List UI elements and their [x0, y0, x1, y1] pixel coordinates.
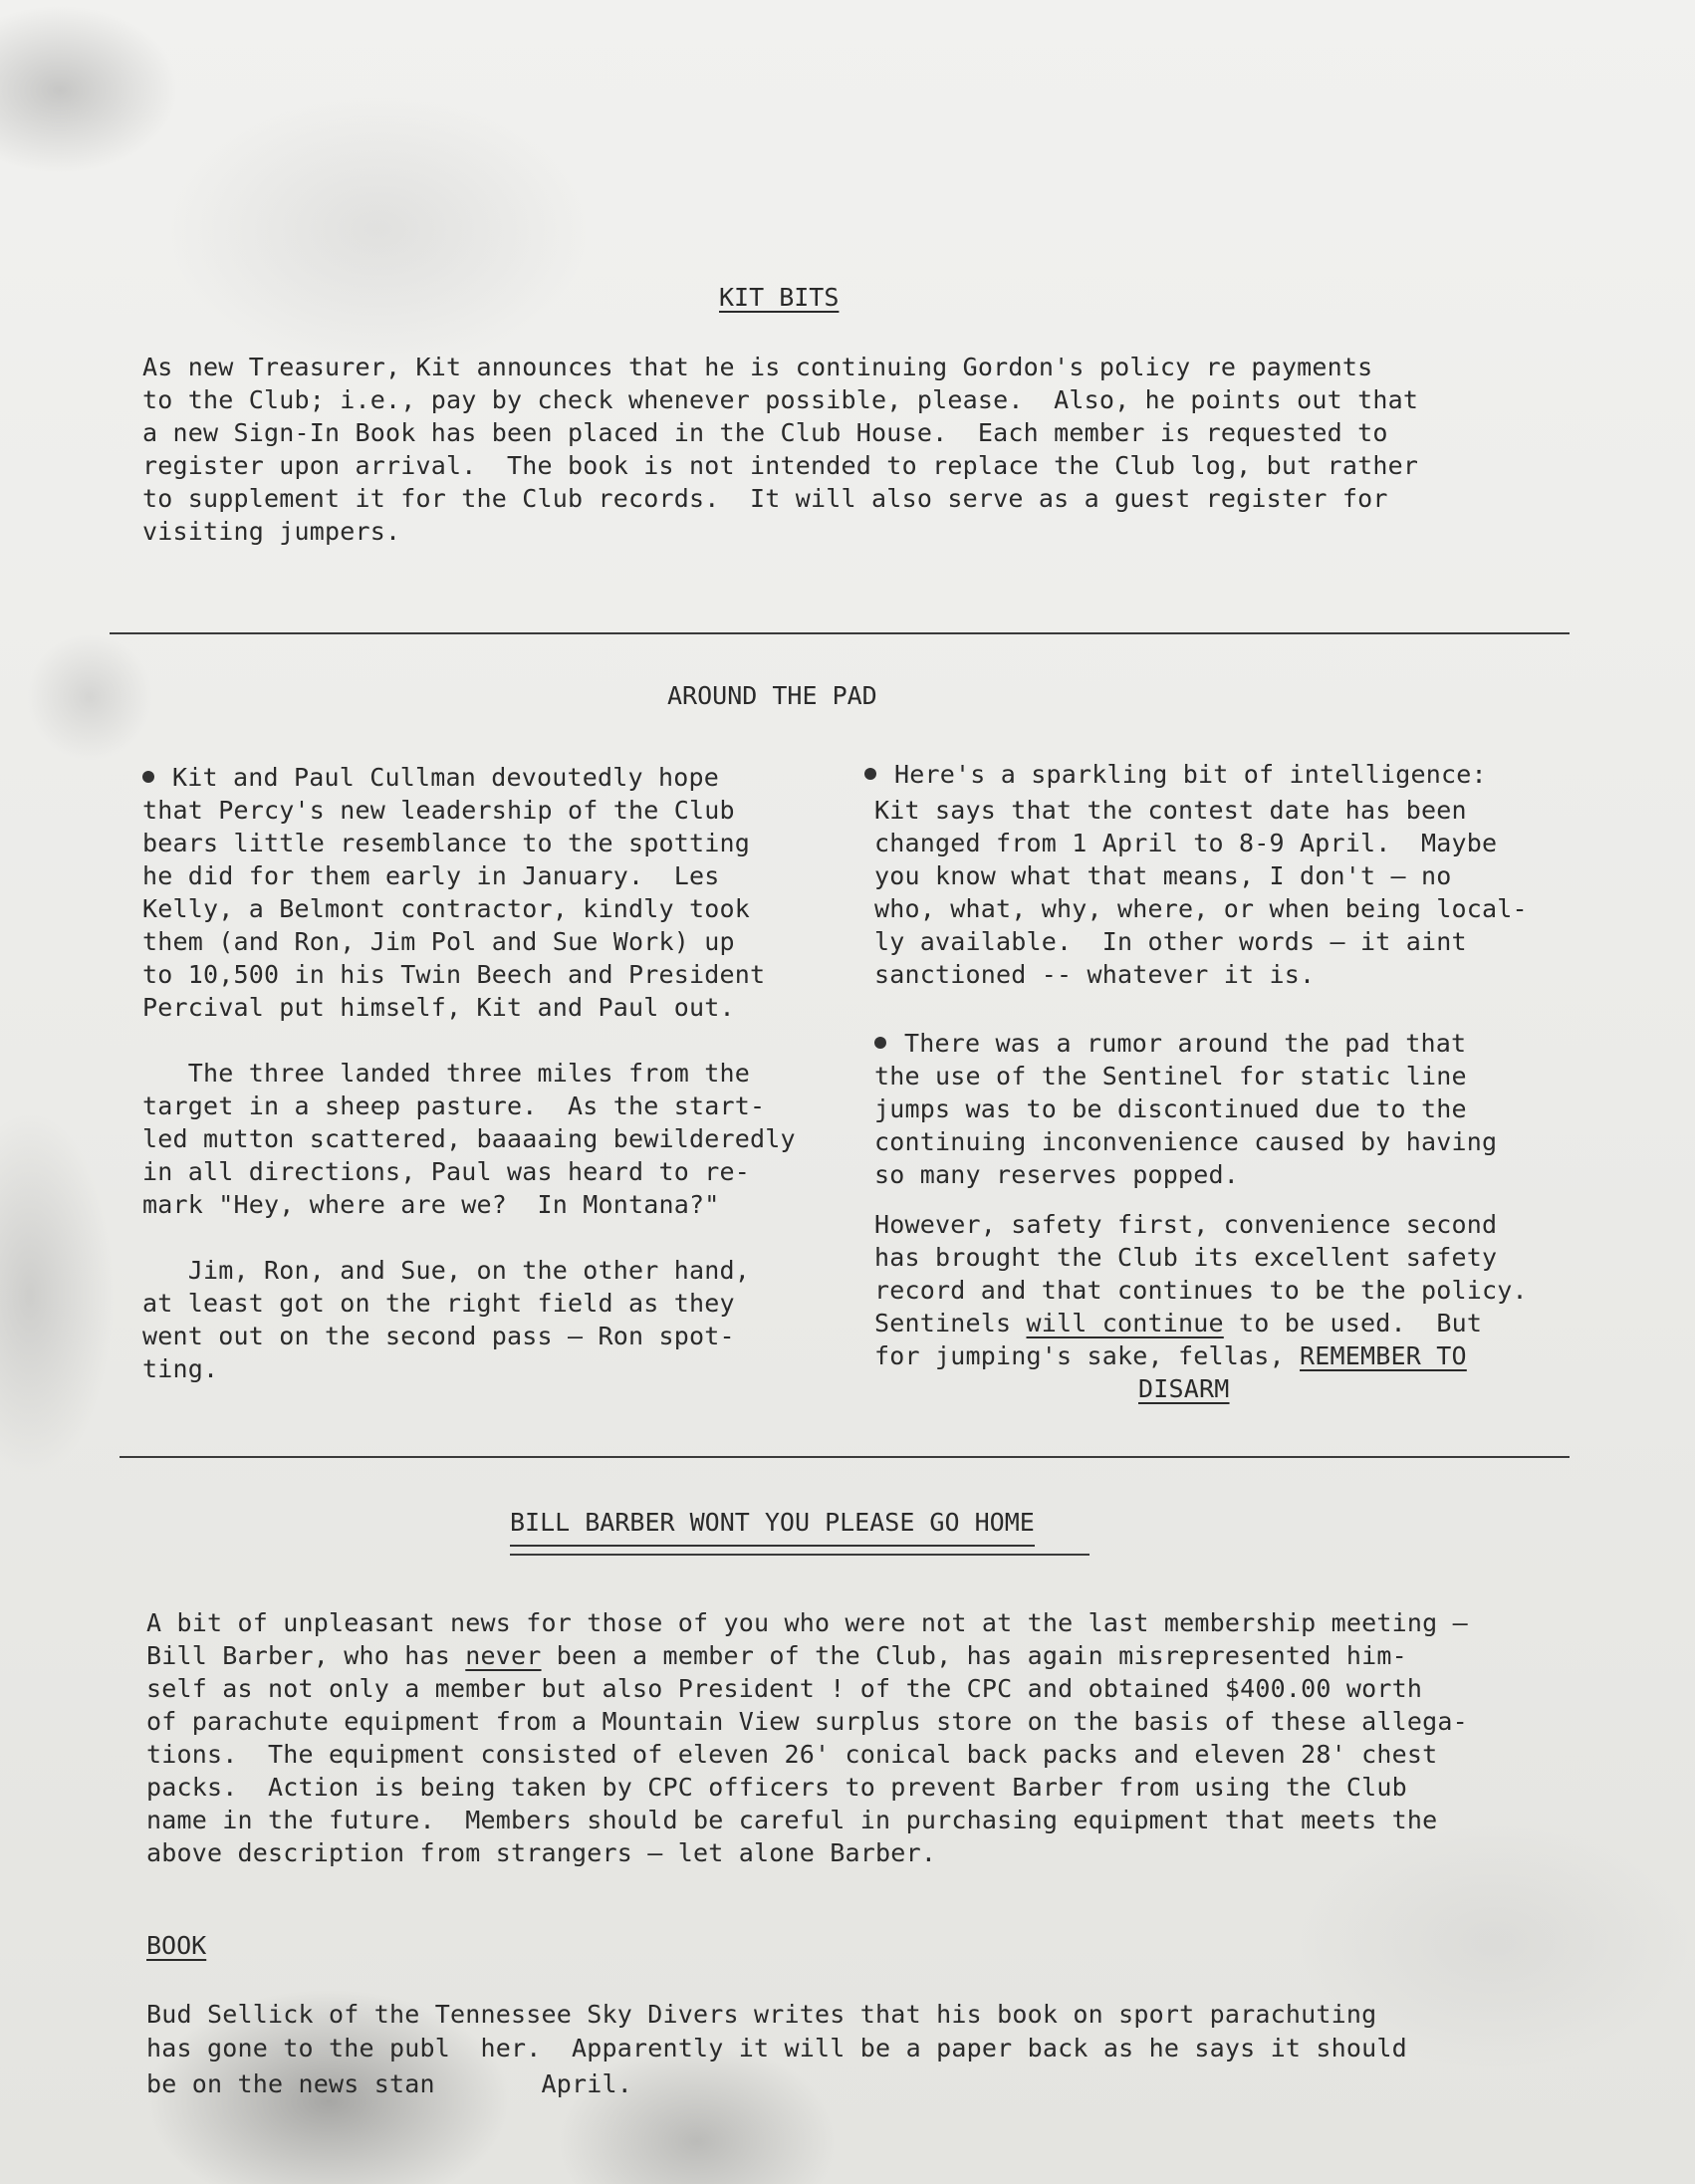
right-column-line: continuing inconvenience caused by having — [874, 1127, 1498, 1156]
right-column-line: Kit says that the contest date has been — [874, 796, 1467, 825]
kit-bits-line: to the Club; i.e., pay by check whenever possible, please. Also, he points out that — [142, 385, 1419, 414]
left-column-line: them (and Ron, Jim Pol and Sue Work) up — [142, 927, 735, 956]
bill-barber-line: tions. The equipment consisted of eleven 26' conical back packs and eleven 28' chest — [146, 1740, 1438, 1769]
right-column-line: ly available. In other words — it aint — [874, 927, 1467, 956]
kit-bits-line: a new Sign-In Book has been placed in the Club House. Each member is requested to — [142, 418, 1388, 447]
bill-barber-line: of parachute equipment from a Mountain View surplus store on the basis of these allega- — [146, 1707, 1468, 1736]
right-column-line: jumps was to be discontinued due to the — [874, 1094, 1467, 1123]
right-column-line: the use of the Sentinel for static line — [874, 1062, 1467, 1091]
bill-barber-line: self as not only a member but also President ! of the CPC and obtained $400.00 worth — [146, 1674, 1423, 1703]
kit-bits-line: register upon arrival. The book is not intended to replace the Club log, but rather — [142, 451, 1419, 480]
left-column-line: Percival put himself, Kit and Paul out. — [142, 993, 735, 1022]
left-column-line: to 10,500 in his Twin Beech and President — [142, 960, 766, 989]
bullet-icon — [864, 768, 876, 780]
book-line: be on the news stan April. — [146, 2069, 633, 2098]
bill-barber-line — [146, 1639, 1407, 1672]
left-column-line: in all directions, Paul was heard to re- — [142, 1157, 751, 1186]
bill-barber-line: above description from strangers — let alone Barber. — [146, 1838, 937, 1867]
left-column-line: The three landed three miles from the — [142, 1059, 751, 1088]
bullet-icon — [142, 771, 154, 783]
right-column-line — [874, 1307, 1482, 1339]
bill-barber-heading — [510, 1506, 1035, 1547]
line-text: for jumping's sake, fellas, — [874, 1341, 1301, 1370]
bill-barber-line: A bit of unpleasant news for those of you who were not at the last membership meeting — — [146, 1608, 1468, 1637]
right-column-line: record and that continues to be the policy. — [874, 1276, 1528, 1305]
underlined-text: REMEMBER TO — [1300, 1341, 1467, 1370]
left-column-line: Kelly, a Belmont contractor, kindly took — [142, 894, 751, 923]
kit-bits-line: As new Treasurer, Kit announces that he is continuing Gordon's policy re payments — [142, 353, 1373, 381]
book-line: has gone to the publ her. Apparently it will be a paper back as he says it should — [146, 2034, 1407, 2063]
around-the-pad-heading: AROUND THE PAD — [667, 681, 877, 710]
book-heading: BOOK — [146, 1931, 207, 1960]
right-column-line — [874, 1339, 1467, 1372]
left-column-line: that Percy's new leadership of the Club — [142, 796, 735, 825]
section-divider — [110, 632, 1570, 634]
right-column-line — [874, 1027, 1466, 1060]
left-column-line: Jim, Ron, and Sue, on the other hand, — [142, 1256, 751, 1285]
right-column-line-text: There was a rumor around the pad that — [904, 1029, 1467, 1058]
left-column-line: at least got on the right field as they — [142, 1289, 735, 1318]
right-column-line: has brought the Club its excellent safety — [874, 1243, 1498, 1272]
bill-barber-line: name in the future. Members should be careful in purchasing equipment that meets the — [146, 1806, 1438, 1834]
left-column-line: ting. — [142, 1354, 219, 1383]
right-column-line: changed from 1 April to 8-9 April. Maybe — [874, 829, 1498, 857]
right-column-line: However, safety first, convenience second — [874, 1210, 1498, 1239]
bill-barber-line: packs. Action is being taken by CPC officers to prevent Barber from using the Club — [146, 1773, 1407, 1802]
kit-bits-line: visiting jumpers. — [142, 517, 401, 546]
left-column-line-text: Kit and Paul Cullman devoutedly hope — [172, 763, 720, 792]
left-column-line: mark "Hey, where are we? In Montana?" — [142, 1190, 720, 1219]
kit-bits-heading: KIT BITS — [719, 283, 840, 312]
right-column-line: sanctioned -- whatever it is. — [874, 960, 1316, 989]
left-column-line: went out on the second pass — Ron spot- — [142, 1322, 735, 1350]
underlined-text: never — [465, 1641, 542, 1670]
right-column-line: you know what that means, I don't — no — [874, 861, 1452, 890]
right-column-line-text: Here's a sparkling bit of intelligence: — [894, 760, 1487, 789]
left-column-line: led mutton scattered, baaaaing bewilderedly — [142, 1124, 796, 1153]
bullet-icon — [874, 1037, 886, 1049]
heading-double-rule — [510, 1554, 1090, 1556]
right-column-line: so many reserves popped. — [874, 1160, 1240, 1189]
left-column-line: he did for them early in January. Les — [142, 861, 720, 890]
left-column-line: target in a sheep pasture. As the start- — [142, 1092, 766, 1120]
section-divider — [120, 1456, 1570, 1458]
disarm-text: DISARM — [1138, 1374, 1230, 1403]
line-text: been a member of the Club, has again misrepresented him- — [541, 1641, 1407, 1670]
line-text: to be used. But — [1223, 1309, 1483, 1337]
left-column-line — [142, 761, 719, 794]
right-column-line: who, what, why, where, or when being local- — [874, 894, 1528, 923]
line-text: Sentinels — [874, 1309, 1027, 1337]
line-text: Bill Barber, who has — [146, 1641, 466, 1670]
left-column-line: bears little resemblance to the spotting — [142, 829, 751, 857]
underlined-text: will continue — [1026, 1309, 1224, 1337]
kit-bits-line: to supplement it for the Club records. It will also serve as a guest register for — [142, 484, 1388, 513]
right-column-line — [864, 758, 1487, 791]
bill-barber-heading-text: BILL BARBER WONT YOU PLEASE GO HOME — [510, 1508, 1035, 1537]
book-line: Bud Sellick of the Tennessee Sky Divers writes that his book on sport parachuting — [146, 2000, 1377, 2029]
